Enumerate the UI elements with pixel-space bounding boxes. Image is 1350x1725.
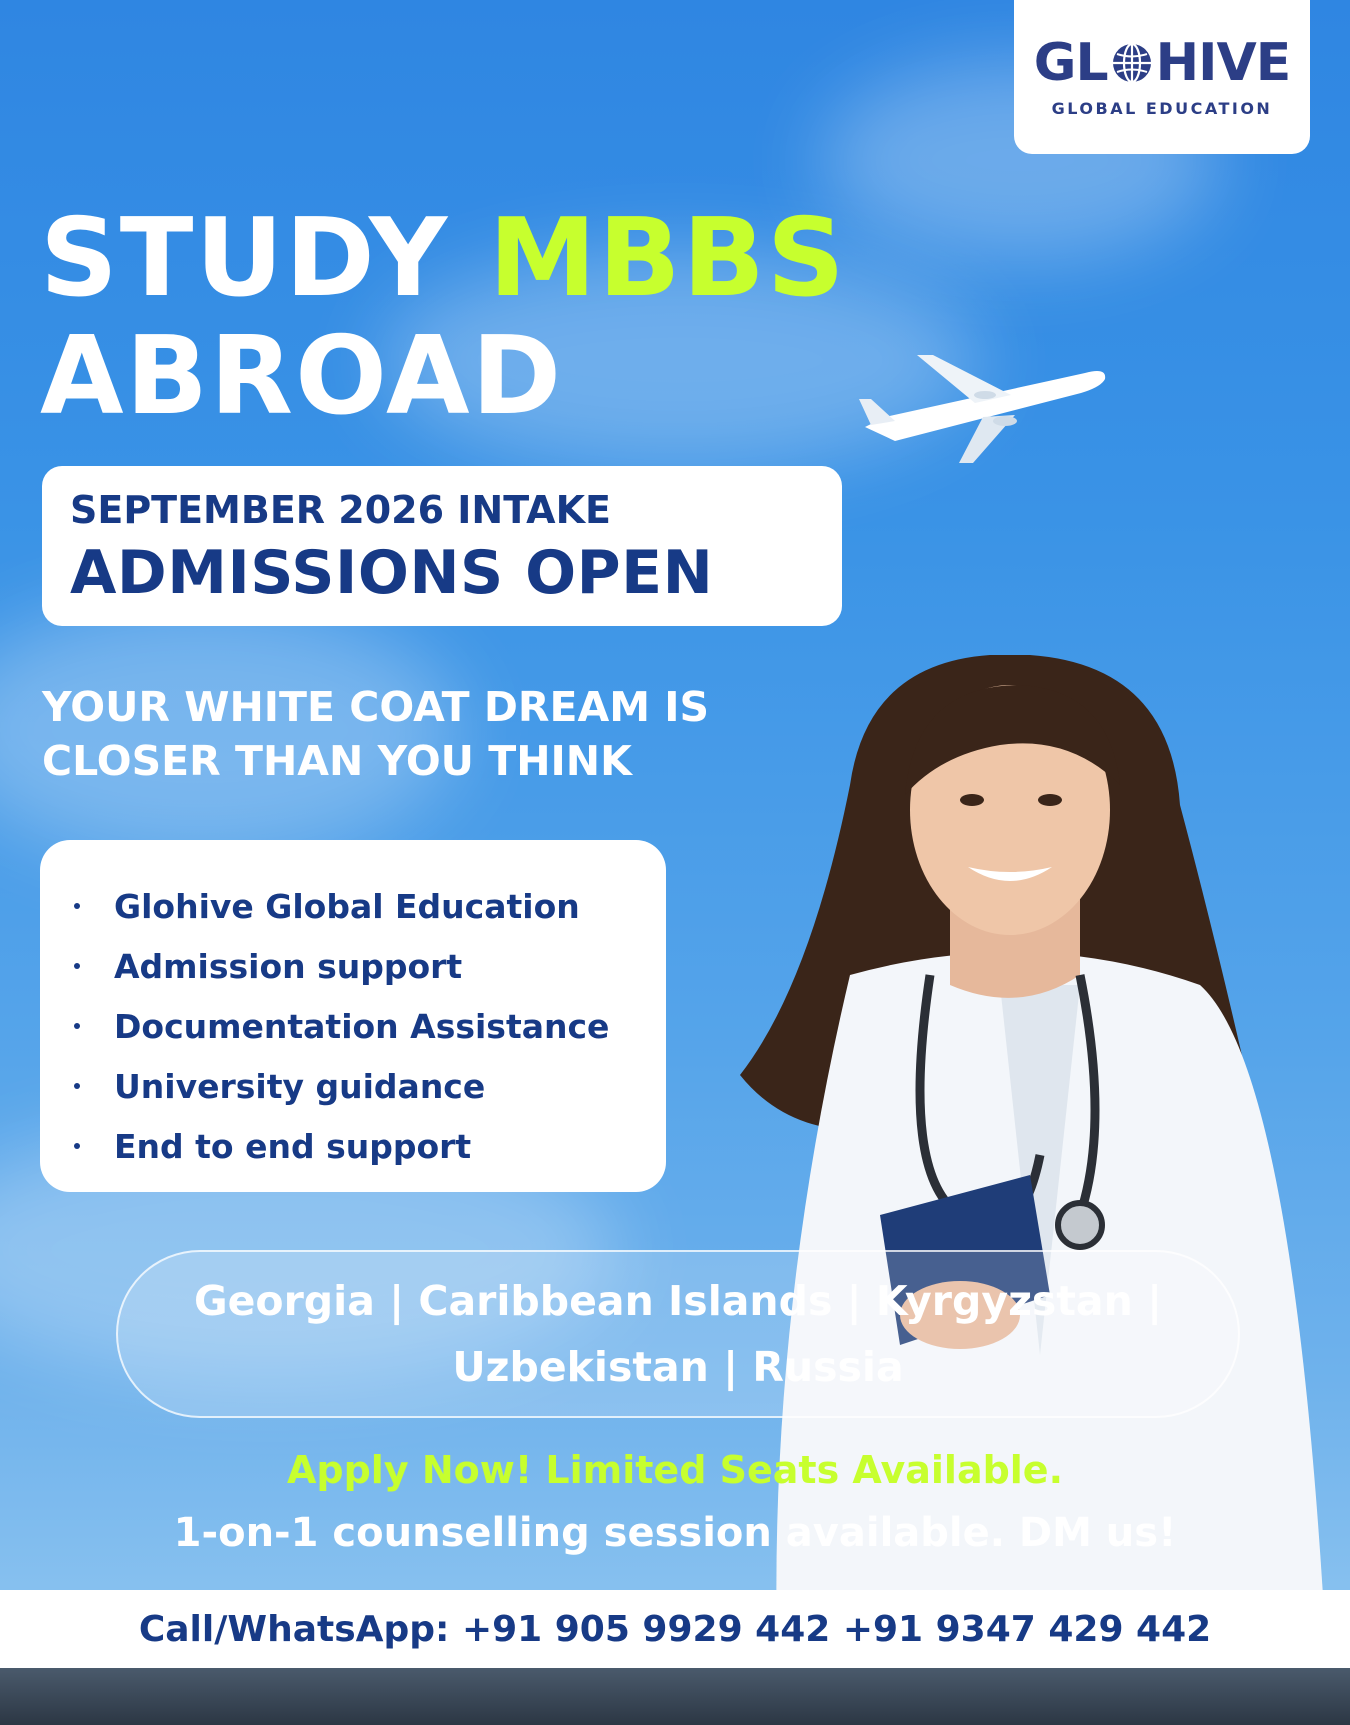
bullet-icon (74, 1023, 80, 1029)
bullet-icon (74, 903, 80, 909)
counselling-text: 1-on-1 counselling session available. DM us! (173, 1510, 1177, 1556)
tagline-line1: YOUR WHITE COAT DREAM IS (42, 683, 710, 731)
headline (40, 196, 847, 439)
logo-subtitle: GLOBAL EDUCATION (1051, 98, 1273, 118)
feature-text: University guidance (114, 1066, 486, 1106)
contact-numbers[interactable]: Call/WhatsApp: +91 905 9929 442 +91 9347 429 442 (138, 1608, 1212, 1650)
countries-pill (116, 1250, 1240, 1418)
intake-date: SEPTEMBER 2026 INTAKE (70, 488, 611, 532)
headline-study: STUDY (40, 196, 450, 321)
countries-line2: Uzbekistan | Russia (452, 1343, 904, 1391)
feature-text: End to end support (114, 1126, 472, 1166)
feature-text: Admission support (114, 946, 463, 986)
admissions-open: ADMISSIONS OPEN (70, 538, 714, 608)
intake-card (42, 466, 842, 626)
airplane-icon (855, 355, 1115, 465)
bottom-strip (0, 1668, 1350, 1725)
feature-text: Glohive Global Education (114, 886, 580, 926)
feature-item (74, 1116, 636, 1176)
globe-icon (1110, 41, 1154, 85)
logo-wordmark (1033, 32, 1291, 93)
doctor-illustration (700, 655, 1350, 1725)
brand-logo (1014, 0, 1310, 154)
apply-now-text: Apply Now! Limited Seats Available. (286, 1448, 1064, 1492)
feature-text: Documentation Assistance (114, 1006, 610, 1046)
headline-abroad: ABROAD (40, 314, 564, 439)
countries-line1: Georgia | Caribbean Islands | Kyrgyzstan | (193, 1277, 1163, 1325)
bullet-icon (74, 1143, 80, 1149)
contact-bar (0, 1590, 1350, 1668)
bullet-icon (74, 1083, 80, 1089)
tagline (42, 680, 709, 788)
headline-line1 (40, 196, 847, 321)
features-card (40, 840, 666, 1192)
tagline-line2: CLOSER THAN YOU THINK (42, 737, 632, 785)
feature-item (74, 936, 636, 996)
bullet-icon (74, 963, 80, 969)
feature-item (74, 996, 636, 1056)
headline-mbbs: MBBS (488, 196, 847, 321)
feature-item (74, 876, 636, 936)
feature-item (74, 1056, 636, 1116)
logo-text-left: GL (1033, 32, 1108, 93)
logo-text-right: HIVE (1155, 32, 1291, 93)
